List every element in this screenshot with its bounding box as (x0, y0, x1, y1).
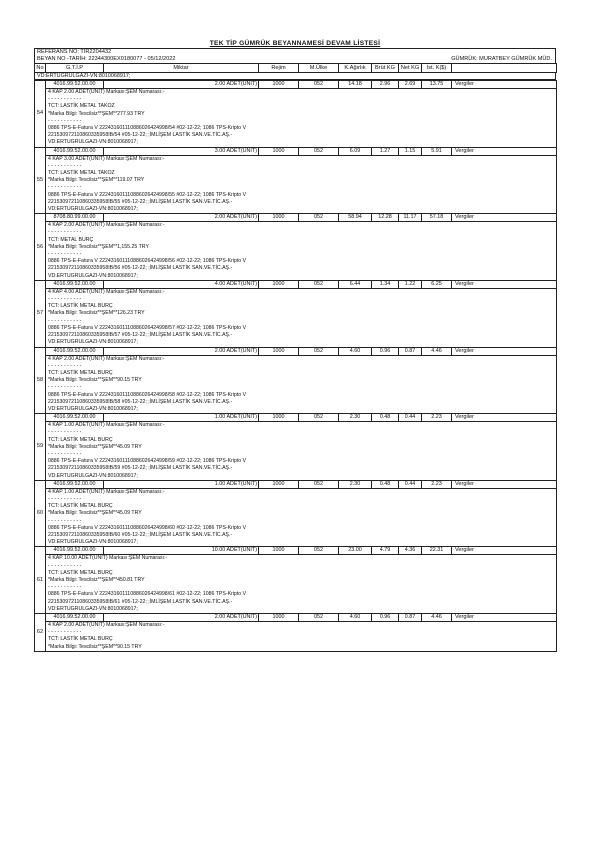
item-row (35, 414, 557, 422)
declaration-continuation-page (34, 40, 556, 652)
column-header-cell: K.Ağırlık (339, 64, 372, 73)
item-number: 62 (35, 614, 46, 652)
quantity: 4.00 ADET(UNIT) (104, 280, 259, 288)
net-kg: 0.87 (399, 614, 422, 622)
gross-weight-k: 2.30 (339, 480, 372, 488)
description-line: 221530972110860335958IB/56 #05-12-22; ;İMLİŞEM LASTİK SAN.VE.TİC.AŞ.- (48, 265, 233, 272)
description-line: 0886 TPS-E-Fatura V 222431601110886026424998/54 #02-12-22; 1086 TPS-Kripto V (48, 125, 247, 132)
declaration-meta (34, 48, 556, 63)
description-line: 221530972110860335958IB/54 #05-12-22; ;İMLİŞEM LASTİK SAN.VE.TİC.AŞ.- (48, 132, 233, 139)
statistical-value: 6.25 (422, 280, 452, 288)
origin-country: 052 (299, 480, 339, 488)
quantity: 2.00 ADET(UNIT) (104, 347, 259, 355)
gtip-code: 4016.99.52.00.00 (46, 480, 104, 488)
taxes-link[interactable]: Vergiler (452, 214, 557, 222)
item-row (35, 214, 557, 222)
item-row (35, 81, 557, 89)
gross-kg: 1.34 (372, 280, 399, 288)
gtip-code: 4016.99.52.00.00 (46, 614, 104, 622)
statistical-value: 13.75 (422, 81, 452, 89)
reference-number: REFERANS NO: TIR2204432 (37, 49, 112, 55)
origin-country: 052 (299, 147, 339, 155)
item-description (46, 355, 557, 414)
description-line: - - - - - - - - - - - (48, 317, 82, 324)
taxes-link[interactable]: Vergiler (452, 414, 557, 422)
taxes-link[interactable]: Vergiler (452, 480, 557, 488)
description-line: 4 KAP 1.00 ADET(UNIT) Markası:ŞEM Numarası:- (48, 422, 165, 429)
gross-kg: 0.96 (372, 614, 399, 622)
item-number: 59 (35, 414, 46, 481)
description-line: 0886 TPS-E-Fatura V 222431601110886026424998/57 #02-12-22; 1086 TPS-Kripto V (48, 324, 247, 331)
regime: 1000 (259, 414, 299, 422)
statistical-value: 57.18 (422, 214, 452, 222)
items-table (34, 80, 557, 652)
net-kg: 1.15 (399, 147, 422, 155)
item-description-row (35, 155, 557, 214)
description-line: *Marka Bilgi: Tescilsiz**ŞEM**45.09 TRY (48, 510, 142, 517)
description-line: 4 KAP 2.00 ADET(UNIT) Markası:ŞEM Numarası:- (48, 622, 165, 628)
regime: 1000 (259, 81, 299, 89)
item-row (35, 614, 557, 622)
description-line: 4 KAP 3.00 ADET(UNIT) Markası:ŞEM Numarası:- (48, 155, 165, 162)
gtip-code: 4016.99.52.00.00 (46, 81, 104, 89)
net-kg: 4.36 (399, 547, 422, 555)
item-description (46, 622, 557, 652)
net-kg: 2.69 (399, 81, 422, 89)
regime: 1000 (259, 147, 299, 155)
quantity: 1.00 ADET(UNIT) (104, 414, 259, 422)
column-header-cell: G.T.İ.P (46, 64, 104, 73)
description-line: - - - - - - - - - - - (48, 584, 82, 591)
description-line: 4 KAP 2.00 ADET(UNIT) Markası:ŞEM Numarası:- (48, 355, 165, 362)
origin-country: 052 (299, 547, 339, 555)
description-line: 221530972110860335958IB/61 #05-12-22; ;İMLİŞEM LASTİK SAN.VE.TİC.AŞ.- (48, 598, 233, 605)
description-line: 0886 TPS-E-Fatura V 222431601110886026424998/59 #02-12-22; 1086 TPS-Kripto V (48, 458, 247, 465)
item-number: 60 (35, 480, 46, 547)
description-line: TCT: LASTİK METAL BURÇ (48, 569, 113, 576)
net-kg: 11.17 (399, 214, 422, 222)
description-line: TCT: LASTİK METAL BURÇ (48, 369, 113, 376)
item-description (46, 555, 557, 614)
net-kg: 0.44 (399, 480, 422, 488)
gross-kg: 4.79 (372, 547, 399, 555)
item-description (46, 155, 557, 214)
item-row (35, 147, 557, 155)
description-line: 221530972110860335958IB/55 #05-12-22; ;İMLİŞEM LASTİK SAN.VE.TİC.AŞ.- (48, 198, 233, 205)
item-number: 56 (35, 214, 46, 281)
item-description-row (35, 222, 557, 281)
item-description-row (35, 622, 557, 652)
description-line: VD:ERTUGRULGAZI-VN:8010068917; (48, 206, 138, 213)
gross-kg: 2.96 (372, 81, 399, 89)
gtip-code: 4016.99.52.00.00 (46, 414, 104, 422)
net-kg: 0.87 (399, 347, 422, 355)
item-description (46, 422, 557, 481)
gross-weight-k: 6.09 (339, 147, 372, 155)
document-title (34, 40, 556, 48)
regime: 1000 (259, 280, 299, 288)
column-header (34, 63, 557, 73)
description-line: *Marka Bilgi: Tescilsiz**ŞEM**1,155.25 TRY (48, 243, 149, 250)
description-line: TCT: LASTİK METAL TAKOZ (48, 103, 115, 110)
statistical-value: 4.46 (422, 614, 452, 622)
description-line: - - - - - - - - - - - (48, 562, 82, 569)
description-line: 221530972110860335958IB/58 #05-12-22; ;İMLİŞEM LASTİK SAN.VE.TİC.AŞ.- (48, 398, 233, 405)
item-number: 54 (35, 81, 46, 148)
description-line: 0886 TPS-E-Fatura V 222431601110886026424998/56 #02-12-22; 1086 TPS-Kripto V (48, 258, 247, 265)
statistical-value: 22.31 (422, 547, 452, 555)
description-line: *Marka Bilgi: Tescilsiz**ŞEM**45.09 TRY (48, 443, 142, 450)
column-header-cell: Miktar (104, 64, 259, 73)
gross-kg: 0.48 (372, 480, 399, 488)
quantity: 2.00 ADET(UNIT) (104, 81, 259, 89)
description-line: - - - - - - - - - - - (48, 450, 82, 457)
column-header-cell: No (36, 65, 44, 71)
description-line: VD:ERTUGRULGAZI-VN:8010068917; (48, 339, 138, 346)
net-kg: 1.22 (399, 280, 422, 288)
description-line: - - - - - - - - - - - (48, 162, 82, 169)
taxes-link[interactable]: Vergiler (452, 347, 557, 355)
origin-country: 052 (299, 81, 339, 89)
item-row (35, 547, 557, 555)
regime: 1000 (259, 480, 299, 488)
quantity: 2.00 ADET(UNIT) (104, 214, 259, 222)
regime: 1000 (259, 347, 299, 355)
quantity: 1.00 ADET(UNIT) (104, 480, 259, 488)
gross-kg: 12.28 (372, 214, 399, 222)
gross-weight-k: 4.60 (339, 347, 372, 355)
description-line: TCT: LASTİK METAL TAKOZ (48, 170, 115, 177)
description-line: VD:ERTUGRULGAZI-VN:8010068917; (48, 272, 138, 279)
item-description (46, 89, 557, 148)
item-description-row (35, 422, 557, 481)
description-line: 0886 TPS-E-Fatura V 222431601110886026424998/61 #02-12-22; 1086 TPS-Kripto V (48, 591, 247, 598)
description-line: VD:ERTUGRULGAZI-VN:8010068917; (48, 405, 138, 412)
column-header-cell (452, 64, 557, 73)
description-line: 4 KAP 2.00 ADET(UNIT) Markası:ŞEM Numarası:- (48, 222, 165, 229)
column-header-cell: Ist. K($) (422, 64, 452, 73)
statistical-value: 2.23 (422, 414, 452, 422)
description-line: - - - - - - - - - - - (48, 251, 82, 258)
description-line: *Marka Bilgi: Tescilsiz**ŞEM**277.93 TRY (48, 110, 145, 117)
description-line: *Marka Bilgi: Tescilsiz**ŞEM**90.15 TRY (48, 643, 142, 650)
item-number: 55 (35, 147, 46, 214)
description-line: 0886 TPS-E-Fatura V 222431601110886026424998/55 #02-12-22; 1086 TPS-Kripto V (48, 191, 247, 198)
description-line: 0886 TPS-E-Fatura V 222431601110886026424998/58 #02-12-22; 1086 TPS-Kripto V (48, 391, 247, 398)
gross-kg: 0.48 (372, 414, 399, 422)
previous-item-tail: VD:ERTUGRULGAZI-VN:8010068917; (34, 73, 556, 80)
regime: 1000 (259, 214, 299, 222)
description-line: *Marka Bilgi: Tescilsiz**ŞEM**90.15 TRY (48, 377, 142, 384)
origin-country: 052 (299, 347, 339, 355)
declaration-number-date: BEYAN NO -TARİH: 22344300EX0180077 - 05/12/2022 (37, 56, 176, 62)
description-line: *Marka Bilgi: Tescilsiz**ŞEM**119.07 TRY (48, 177, 145, 184)
regime: 1000 (259, 614, 299, 622)
gross-weight-k: 2.30 (339, 414, 372, 422)
item-row (35, 280, 557, 288)
description-line: TCT: LASTİK METAL BURÇ (48, 436, 113, 443)
taxes-link[interactable]: Vergiler (452, 81, 557, 89)
gtip-code: 8708.80.99.00.00 (46, 214, 104, 222)
item-description-row (35, 488, 557, 547)
gtip-code: 4016.99.52.00.00 (46, 147, 104, 155)
item-number: 57 (35, 280, 46, 347)
gross-weight-k: 58.94 (339, 214, 372, 222)
description-line: TCT: METAL BURÇ (48, 236, 94, 243)
gtip-code: 4016.99.52.00.00 (46, 547, 104, 555)
description-line: - - - - - - - - - - - (48, 96, 82, 103)
item-row (35, 347, 557, 355)
quantity: 3.00 ADET(UNIT) (104, 147, 259, 155)
gross-weight-k: 14.18 (339, 81, 372, 89)
description-line: 221530972110860335958IB/60 #05-12-22; ;İMLİŞEM LASTİK SAN.VE.TİC.AŞ.- (48, 531, 233, 538)
description-line: 4 KAP 10.00 ADET(UNIT) Markası:ŞEM Numarası:- (48, 555, 168, 562)
description-line: TCT: LASTİK METAL BURÇ (48, 303, 113, 310)
gtip-code: 4016.99.52.00.00 (46, 347, 104, 355)
document-title-text: TEK TİP GÜMRÜK BEYANNAMESİ DEVAM LİSTESİ (209, 40, 381, 47)
taxes-link[interactable]: Vergiler (452, 547, 557, 555)
description-line: - - - - - - - - - - - (48, 117, 82, 124)
origin-country: 052 (299, 214, 339, 222)
description-line: 4 KAP 1.00 ADET(UNIT) Markası:ŞEM Numarası:- (48, 488, 165, 495)
description-line: VD:ERTUGRULGAZI-VN:8010068917; (48, 605, 138, 612)
net-kg: 0.44 (399, 414, 422, 422)
taxes-link[interactable]: Vergiler (452, 614, 557, 622)
item-description-row (35, 288, 557, 347)
origin-country: 052 (299, 414, 339, 422)
gross-kg: 1.27 (372, 147, 399, 155)
statistical-value: 5.91 (422, 147, 452, 155)
origin-country: 052 (299, 614, 339, 622)
description-line: VD:ERTUGRULGAZI-VN:8010068917; (48, 139, 138, 146)
gross-weight-k: 23.00 (339, 547, 372, 555)
description-line: 221530972110860335958IB/57 #05-12-22; ;İMLİŞEM LASTİK SAN.VE.TİC.AŞ.- (48, 332, 233, 339)
description-line: - - - - - - - - - - - (48, 296, 82, 303)
quantity: 10.00 ADET(UNIT) (104, 547, 259, 555)
description-line: - - - - - - - - - - - (48, 384, 82, 391)
item-description-row (35, 355, 557, 414)
item-description-row (35, 89, 557, 148)
regime: 1000 (259, 547, 299, 555)
description-line: - - - - - - - - - - - (48, 229, 82, 236)
item-description (46, 488, 557, 547)
description-line: *Marka Bilgi: Tescilsiz**ŞEM**126.23 TRY (48, 310, 145, 317)
gross-weight-k: 6.44 (339, 280, 372, 288)
description-line: 0886 TPS-E-Fatura V 222431601110886026424998/60 #02-12-22; 1086 TPS-Kripto V (48, 524, 247, 531)
column-header-cell: M.Ülke (299, 64, 339, 73)
origin-country: 052 (299, 280, 339, 288)
item-description-row (35, 555, 557, 614)
taxes-link[interactable]: Vergiler (452, 147, 557, 155)
description-line: VD:ERTUGRULGAZI-VN:8010068917; (48, 472, 138, 479)
taxes-link[interactable]: Vergiler (452, 280, 557, 288)
description-line: TCT: LASTİK METAL BURÇ (48, 636, 113, 643)
description-line: - - - - - - - - - - - (48, 629, 82, 636)
description-line: - - - - - - - - - - - (48, 362, 82, 369)
description-line: TCT: LASTİK METAL BURÇ (48, 503, 113, 510)
description-line: 4 KAP 2.00 ADET(UNIT) Markası:ŞEM Numarası:- (48, 89, 165, 95)
column-header-cell: Rejim (259, 64, 299, 73)
statistical-value: 4.46 (422, 347, 452, 355)
description-line: *Marka Bilgi: Tescilsiz**ŞEM**450.81 TRY (48, 576, 145, 583)
statistical-value: 2.23 (422, 480, 452, 488)
customs-office: GÜMRÜK: MURATBEY GÜMRÜK MÜD. (451, 56, 552, 62)
description-line: - - - - - - - - - - - (48, 517, 82, 524)
description-line: - - - - - - - - - - - (48, 495, 82, 502)
item-number: 58 (35, 347, 46, 414)
item-number: 61 (35, 547, 46, 614)
description-line: 4 KAP 4.00 ADET(UNIT) Markası:ŞEM Numarası:- (48, 288, 165, 295)
description-line: 221530972110860335958IB/59 #05-12-22; ;İMLİŞEM LASTİK SAN.VE.TİC.AŞ.- (48, 465, 233, 472)
item-description (46, 222, 557, 281)
gross-weight-k: 4.60 (339, 614, 372, 622)
column-header-cell: Brüt KG (372, 64, 399, 73)
description-line: - - - - - - - - - - - (48, 429, 82, 436)
gross-kg: 0.96 (372, 347, 399, 355)
quantity: 2.00 ADET(UNIT) (104, 614, 259, 622)
description-line: VD:ERTUGRULGAZI-VN:8010068917; (48, 539, 138, 546)
item-description (46, 288, 557, 347)
column-header-cell: Net KG (399, 64, 422, 73)
description-line: - - - - - - - - - - - (48, 184, 82, 191)
gtip-code: 4016.99.52.00.00 (46, 280, 104, 288)
item-row (35, 480, 557, 488)
